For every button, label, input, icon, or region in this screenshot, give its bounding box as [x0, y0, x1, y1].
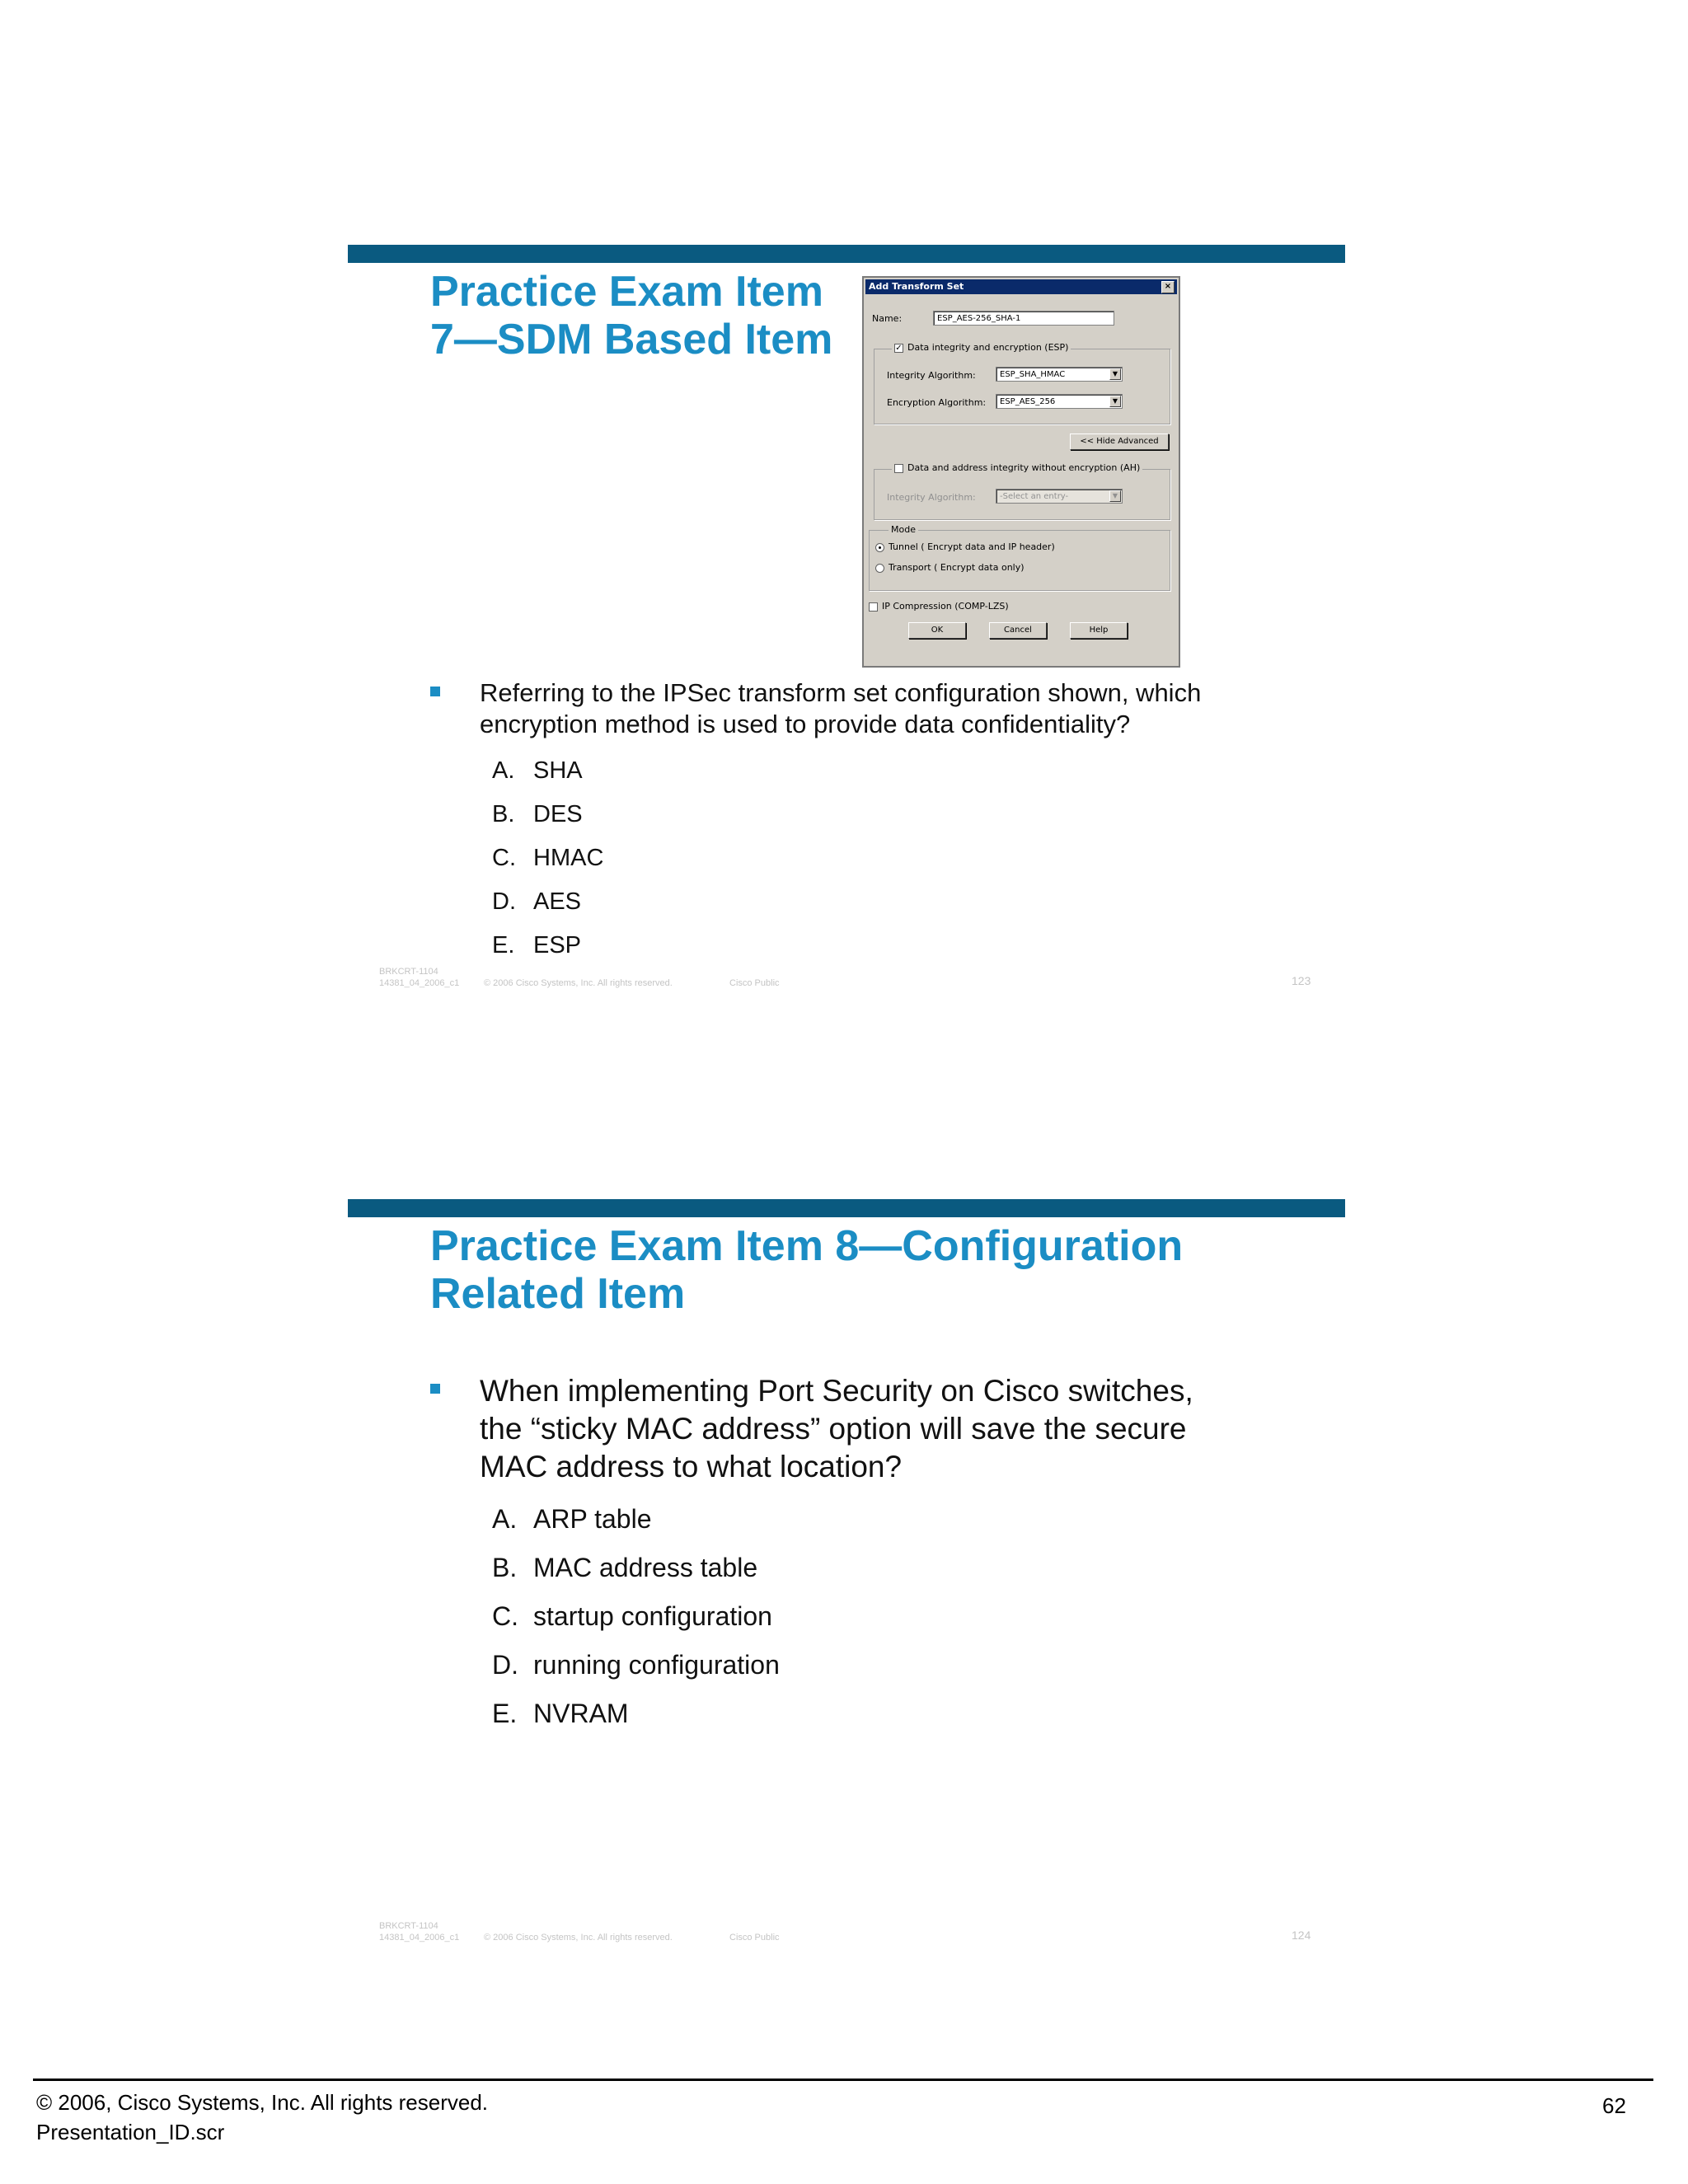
- answer-letter: A.: [492, 757, 515, 784]
- footer-code-2: 14381_04_2006_c1: [379, 1933, 460, 1943]
- slide-title-line-1: Practice Exam Item: [430, 268, 823, 316]
- footer-copyright: © 2006 Cisco Systems, Inc. All rights reserved.: [484, 1933, 673, 1943]
- answer-text: HMAC: [533, 845, 604, 871]
- answer-letter: E.: [492, 932, 515, 958]
- integrity-select[interactable]: [996, 367, 1123, 382]
- answer-letter: B.: [492, 1553, 518, 1582]
- answer-text: ARP table: [533, 1504, 652, 1534]
- ah-integrity-select[interactable]: [996, 489, 1123, 504]
- answer-d: [492, 880, 603, 924]
- name-input[interactable]: ESP_AES-256_SHA-1: [933, 311, 1114, 326]
- answer-b: [492, 1544, 780, 1592]
- add-transform-set-dialog: [862, 276, 1180, 668]
- ah-group-label: Data and address integrity without encryption (AH): [907, 462, 1141, 473]
- mode-group: [869, 530, 1170, 591]
- encryption-value: ESP_AES_256: [1000, 397, 1056, 406]
- footer-classification: Cisco Public: [729, 978, 780, 988]
- answer-letter: C.: [492, 845, 516, 871]
- answer-a: [492, 749, 603, 793]
- hide-advanced-button[interactable]: << Hide Advanced: [1070, 434, 1169, 450]
- answer-letter: C.: [492, 1601, 518, 1631]
- ok-button[interactable]: OK: [908, 622, 966, 639]
- integrity-value: ESP_SHA_HMAC: [1000, 370, 1066, 379]
- ah-integrity-label: Integrity Algorithm:: [887, 492, 976, 503]
- page-footer-presentation-id: Presentation_ID.scr: [36, 2120, 225, 2144]
- answer-text: DES: [533, 801, 583, 827]
- answer-letter: E.: [492, 1699, 518, 1728]
- answer-letter: B.: [492, 801, 515, 827]
- slide-124: [348, 1199, 1345, 1957]
- footer-code-2: 14381_04_2006_c1: [379, 978, 460, 988]
- esp-group-label: Data integrity and encryption (ESP): [907, 342, 1069, 353]
- slide-page-number: 124: [1292, 1929, 1311, 1942]
- chevron-down-icon[interactable]: ▼: [1109, 490, 1121, 502]
- answer-list: [492, 749, 603, 968]
- close-icon[interactable]: ×: [1161, 281, 1175, 293]
- compression-checkbox[interactable]: [869, 602, 878, 612]
- footer-code-1: BRKCRT-1104: [379, 1921, 438, 1931]
- footer-copyright: © 2006 Cisco Systems, Inc. All rights reserved.: [484, 978, 673, 988]
- mode-group-label: Mode: [889, 524, 918, 535]
- slide-title-line-2: Related Item: [430, 1270, 686, 1318]
- ah-checkbox[interactable]: [894, 464, 903, 473]
- answer-text: ESP: [533, 932, 582, 958]
- slide-title: [430, 268, 832, 363]
- transport-label: Transport ( Encrypt data only): [889, 562, 1025, 573]
- encryption-label: Encryption Algorithm:: [887, 397, 987, 408]
- transport-option[interactable]: [875, 562, 1025, 573]
- transport-radio[interactable]: [875, 564, 884, 573]
- esp-checkbox[interactable]: ✓: [895, 343, 903, 353]
- answer-text: SHA: [533, 757, 583, 784]
- answer-letter: A.: [492, 1504, 518, 1534]
- tunnel-label: Tunnel ( Encrypt data and IP header): [889, 541, 1055, 552]
- slide-header-bar: [348, 1199, 1345, 1217]
- question-line-1: Referring to the IPSec transform set configuration shown, which: [480, 678, 1202, 707]
- answer-c: [492, 1592, 780, 1641]
- page-footer-copyright: © 2006, Cisco Systems, Inc. All rights reserved.: [36, 2090, 489, 2115]
- answer-text: MAC address table: [533, 1553, 758, 1582]
- dialog-title: Add Transform Set: [869, 281, 964, 292]
- footer-code-1: BRKCRT-1104: [379, 967, 438, 977]
- esp-group: [874, 349, 1170, 424]
- chevron-down-icon[interactable]: ▼: [1109, 396, 1121, 407]
- compression-label: IP Compression (COMP-LZS): [882, 601, 1009, 612]
- answer-e: [492, 1690, 780, 1738]
- answer-text: AES: [533, 888, 582, 915]
- ah-group-header: [892, 462, 1142, 473]
- answer-e: [492, 924, 603, 968]
- answer-text: NVRAM: [533, 1699, 629, 1728]
- name-label: Name:: [872, 313, 903, 324]
- tunnel-option[interactable]: [875, 541, 1055, 552]
- page-footer-rule: [33, 2079, 1653, 2081]
- esp-group-header: [892, 342, 1071, 353]
- slide-title-line-1: Practice Exam Item 8—Configuration: [430, 1222, 1184, 1270]
- slide-123: [348, 245, 1345, 1003]
- page-footer-page-number: 62: [1602, 2093, 1626, 2118]
- answer-letter: D.: [492, 888, 516, 915]
- answer-c: [492, 837, 603, 880]
- question-text: [480, 677, 1201, 740]
- answer-text: startup configuration: [533, 1601, 772, 1631]
- question-text: [480, 1372, 1193, 1486]
- cancel-button[interactable]: Cancel: [989, 622, 1047, 639]
- slide-header-bar: [348, 245, 1345, 263]
- answer-d: [492, 1641, 780, 1690]
- question-line-2: encryption method is used to provide data confidentiality?: [480, 710, 1131, 738]
- integrity-label: Integrity Algorithm:: [887, 370, 976, 381]
- question-line-3: MAC address to what location?: [480, 1450, 903, 1483]
- footer-classification: Cisco Public: [729, 1933, 780, 1943]
- question-line-2: the “sticky MAC address” option will save the secure: [480, 1412, 1187, 1446]
- ah-integrity-value: -Select an entry-: [1000, 492, 1069, 501]
- answer-b: [492, 793, 603, 837]
- slide-page-number: 123: [1292, 974, 1311, 987]
- slide-title: [430, 1222, 1183, 1318]
- slide-title-line-2: 7—SDM Based Item: [430, 316, 833, 363]
- bullet-square-icon: [430, 1384, 440, 1394]
- chevron-down-icon[interactable]: ▼: [1109, 368, 1121, 380]
- answer-a: [492, 1495, 780, 1544]
- compression-option[interactable]: [869, 601, 1009, 612]
- help-button[interactable]: Help: [1070, 622, 1128, 639]
- dialog-titlebar: [865, 279, 1177, 294]
- question-line-1: When implementing Port Security on Cisco switches,: [480, 1374, 1193, 1408]
- answer-letter: D.: [492, 1650, 518, 1680]
- encryption-select[interactable]: [996, 394, 1123, 409]
- answer-list: [492, 1495, 780, 1738]
- tunnel-radio[interactable]: [875, 543, 884, 552]
- answer-text: running configuration: [533, 1650, 780, 1680]
- bullet-square-icon: [430, 687, 440, 696]
